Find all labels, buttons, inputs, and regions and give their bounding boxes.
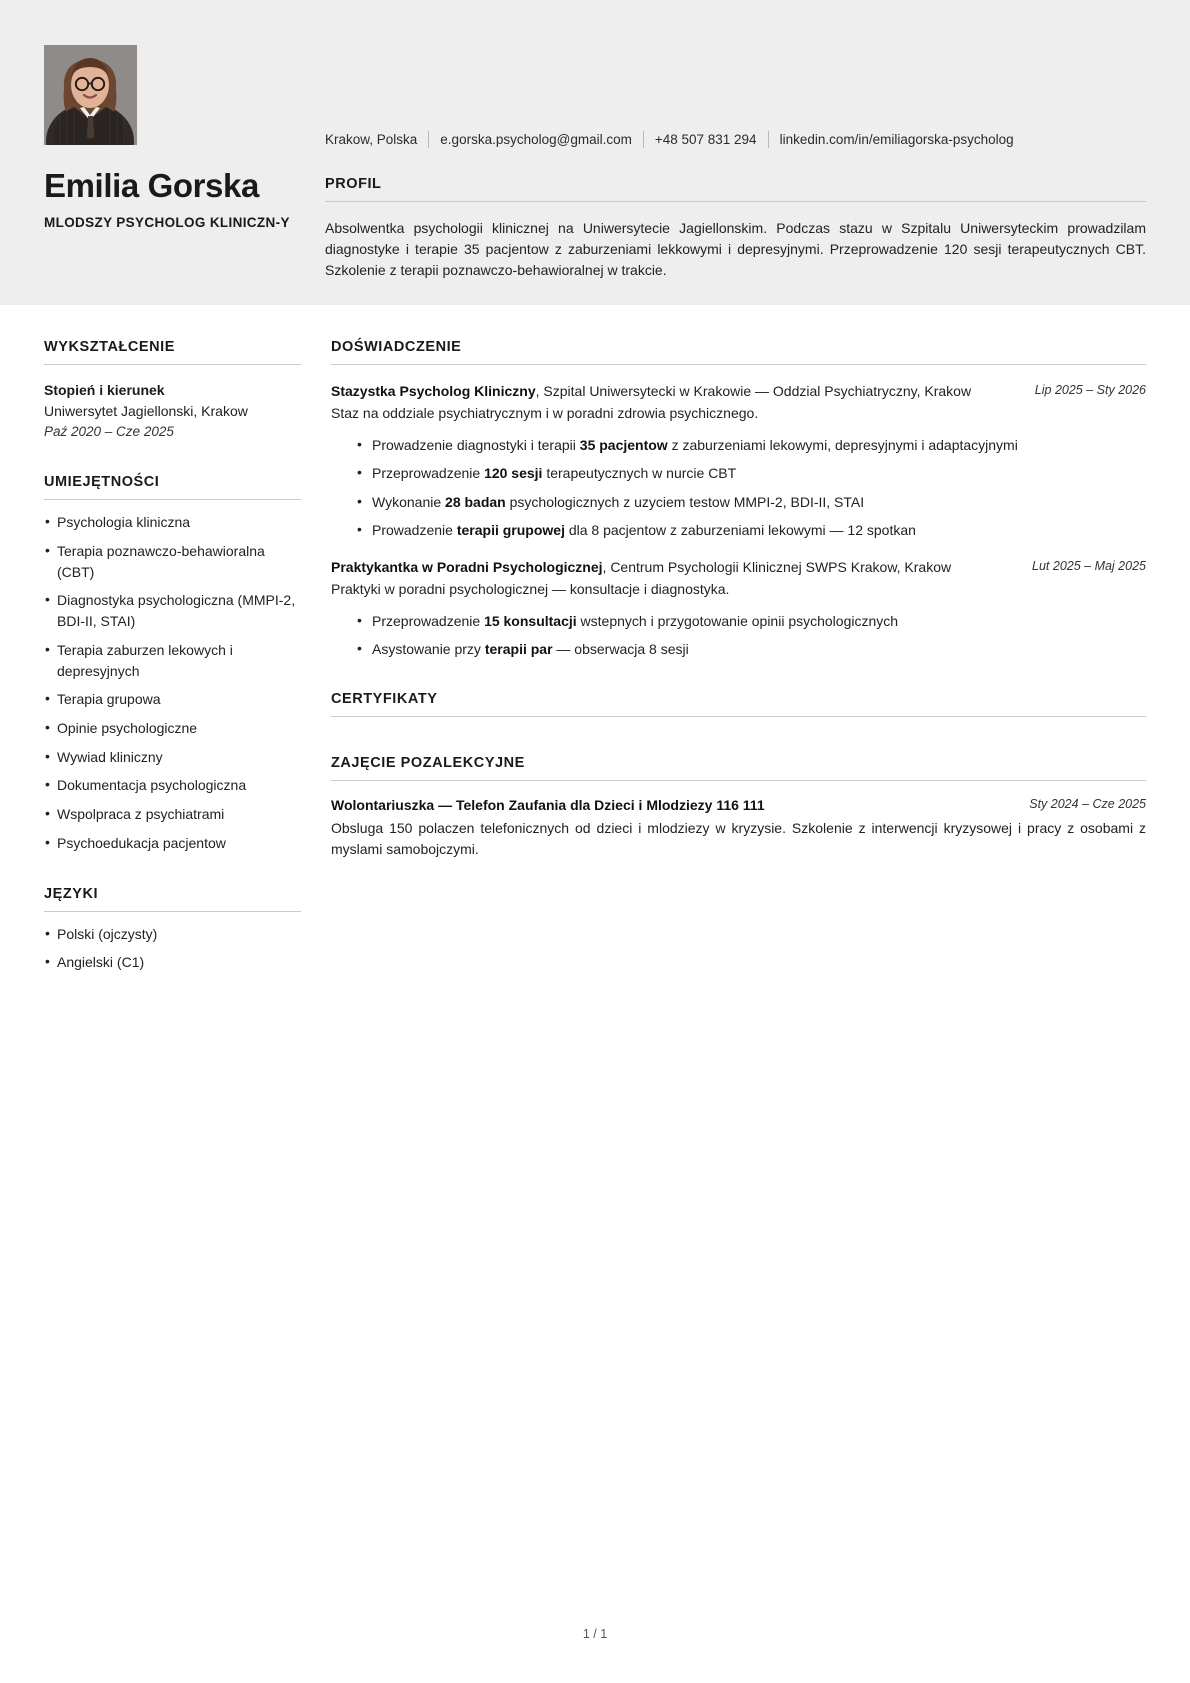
main-column: [325, 305, 1146, 860]
list-item: • Terapia zaburzen lekowych i depresyjnych: [44, 640, 301, 681]
skills-list: [44, 512, 301, 853]
experience-bullets: [331, 435, 1146, 541]
extracurricular-heading: ZAJĘCIE POZALEKCYJNE: [331, 754, 525, 771]
header-identity-column: [44, 45, 325, 232]
contact-divider: [768, 131, 769, 148]
profile-summary-text: Absolwentka psychologii klinicznej na Uniwersytecie Jagiellonskim. Podczas stazu w Szpitalu Uniwersyteckim prowadzilam diagnostyke i terapie 35 pacjentow z zaburzeniami lekkowymi i depresyjnymi. Przeprowadzenie 120 sesji terapeutycznych CBT. Szkolenie z terapii poznawczo-behawioralnej w trakcie.: [325, 219, 1146, 279]
extracurricular-divider: [331, 780, 1146, 781]
bullet-highlight: terapii grupowej: [456, 521, 565, 538]
list-item: [357, 435, 1146, 456]
experience-description: Staz na oddziale psychiatrycznym i w poradni zdrowia psychicznego.: [331, 405, 759, 421]
bullet-highlight: terapii par: [484, 641, 553, 658]
list-item: [357, 639, 1146, 660]
experience-description: Praktyki w poradni psychologicznej — konsultacje i diagnostyka.: [331, 581, 730, 598]
bullet-text-post: terapeutycznych w nurcie CBT: [542, 465, 737, 482]
extracurricular-title: Wolontariuszka — Telefon Zaufania dla Dzieci i Mlodziezy 116 111: [331, 796, 765, 813]
list-item: • Angielski (C1): [44, 952, 301, 973]
extracurricular-dates: Sty 2024 – Cze 2025: [1029, 796, 1146, 811]
page-indicator: 1 / 1: [582, 1627, 608, 1641]
bullet-text-pre: Wykonanie: [372, 493, 446, 510]
list-item: [357, 463, 1146, 484]
experience-heading: DOŚWIADCZENIE: [331, 339, 462, 355]
education-divider: [44, 364, 301, 365]
bullet-text-post: dla 8 pacjentow z zaburzeniami lekowymi — 12 spotkan: [564, 521, 916, 538]
resume-header: [0, 0, 1190, 305]
languages-list: [44, 924, 301, 973]
experience-entry-title: [331, 557, 1018, 578]
education-section: [44, 339, 301, 442]
sidebar-column: [44, 305, 325, 1005]
profile-section-heading: PROFIL: [325, 175, 382, 192]
experience-entry-title: [331, 381, 1021, 402]
bullet-highlight: 28 badan: [445, 493, 506, 510]
experience-dates: Lip 2025 – Sty 2026: [1034, 383, 1146, 397]
candidate-job-title: MLODSZY PSYCHOLOG KLINICZN-Y: [44, 215, 290, 231]
extracurricular-section: [331, 755, 1146, 861]
experience-section: [331, 339, 1146, 661]
experience-company: , Szpital Uniwersytecki w Krakowie — Oddzial Psychiatryczny, Krakow: [535, 383, 972, 399]
skills-divider: [44, 499, 301, 500]
skills-heading: UMIEJĘTNOŚCI: [44, 474, 160, 491]
extracurricular-description: Obsluga 150 polaczen telefonicznych od dzieci i mlodziezy w kryzysie. Szkolenie z interwencji kryzysowej i pracy z osobami z myslami samobojczymi.: [331, 819, 1146, 857]
contact-phone[interactable]: +48 507 831 294: [654, 132, 757, 147]
list-item: • Polski (ojczysty): [44, 924, 301, 945]
bullet-highlight: 15 konsultacji: [484, 613, 577, 630]
bullet-text-pre: Prowadzenie: [372, 521, 457, 538]
bullet-text-post: — obserwacja 8 sesji: [552, 641, 689, 658]
header-contact-column: [325, 45, 1146, 304]
resume-body: [0, 305, 1190, 1005]
experience-entry-header: [331, 381, 1146, 402]
bullet-highlight: 35 pacjentow: [579, 437, 668, 453]
experience-company: , Centrum Psychologii Klinicznej SWPS Krakow, Krakow: [602, 559, 952, 576]
contact-divider: [428, 131, 429, 148]
contact-divider: [643, 131, 644, 148]
list-item: • Opinie psychologiczne: [44, 718, 301, 739]
certificates-heading: CERTYFIKATY: [331, 690, 438, 707]
experience-entry: [331, 557, 1146, 661]
list-item: • Terapia poznawczo-behawioralna (CBT): [44, 541, 301, 582]
bullet-text-pre: Przeprowadzenie: [372, 613, 485, 630]
contact-location: Krakow, Polska: [325, 132, 418, 147]
bullet-text-post: z zaburzeniami lekowymi, depresyjnymi i adaptacyjnymi: [667, 437, 1018, 453]
bullet-text-pre: Prowadzenie diagnostyki i terapii: [372, 437, 580, 453]
certificates-section: [331, 691, 1146, 755]
candidate-name: Emilia Gorska: [44, 167, 259, 204]
education-heading: WYKSZTAŁCENIE: [44, 339, 175, 355]
education-entry: [44, 380, 301, 442]
bullet-text-pre: Przeprowadzenie: [372, 465, 485, 482]
list-item: • Psychologia kliniczna: [44, 512, 301, 533]
contact-email[interactable]: e.gorska.psycholog@gmail.com: [440, 132, 632, 147]
list-item: • Dokumentacja psychologiczna: [44, 775, 301, 796]
list-item: [357, 492, 1146, 513]
experience-entry: [331, 381, 1146, 541]
bullet-highlight: 120 sesji: [484, 465, 543, 482]
contact-linkedin[interactable]: linkedin.com/in/emiliagorska-psycholog: [779, 132, 1014, 147]
list-item: [357, 611, 1146, 632]
skills-section: [44, 474, 301, 853]
extracurricular-entry: [331, 795, 1146, 861]
experience-role: Stazystka Psycholog Kliniczny: [331, 383, 536, 399]
list-item: • Wspolpraca z psychiatrami: [44, 804, 301, 825]
education-school: Uniwersytet Jagiellonski, Krakow: [44, 403, 248, 419]
list-item: • Psychoedukacja pacjentow: [44, 833, 301, 854]
bullet-text-pre: Asystowanie przy: [372, 641, 485, 658]
list-item: • Terapia grupowa: [44, 689, 301, 710]
certificates-empty-body: [331, 717, 1146, 755]
languages-section: [44, 886, 301, 973]
languages-heading: JĘZYKI: [44, 885, 99, 902]
experience-divider: [331, 364, 1146, 365]
extracurricular-entry-header: [331, 795, 1146, 816]
languages-divider: [44, 911, 301, 912]
education-degree: Stopień i kierunek: [44, 382, 165, 398]
bullet-text-post: psychologicznych z uzyciem testow MMPI-2, BDI-II, STAI: [505, 493, 865, 510]
list-item: • Diagnostyka psychologiczna (MMPI-2, BDI-II, STAI): [44, 590, 301, 631]
bullet-text-post: wstepnych i przygotowanie opinii psychologicznych: [576, 613, 899, 630]
experience-bullets: [331, 611, 1146, 661]
list-item: • Wywiad kliniczny: [44, 747, 301, 768]
experience-dates: Lut 2025 – Maj 2025: [1032, 559, 1146, 574]
list-item: [357, 520, 1146, 541]
experience-entry-header: [331, 557, 1146, 578]
contact-bar: [325, 131, 1146, 149]
profile-section-divider: [325, 201, 1146, 202]
profile-photo: [44, 45, 137, 145]
education-dates: Paź 2020 – Cze 2025: [44, 424, 174, 439]
experience-role: Praktykantka w Poradni Psychologicznej: [331, 559, 603, 576]
